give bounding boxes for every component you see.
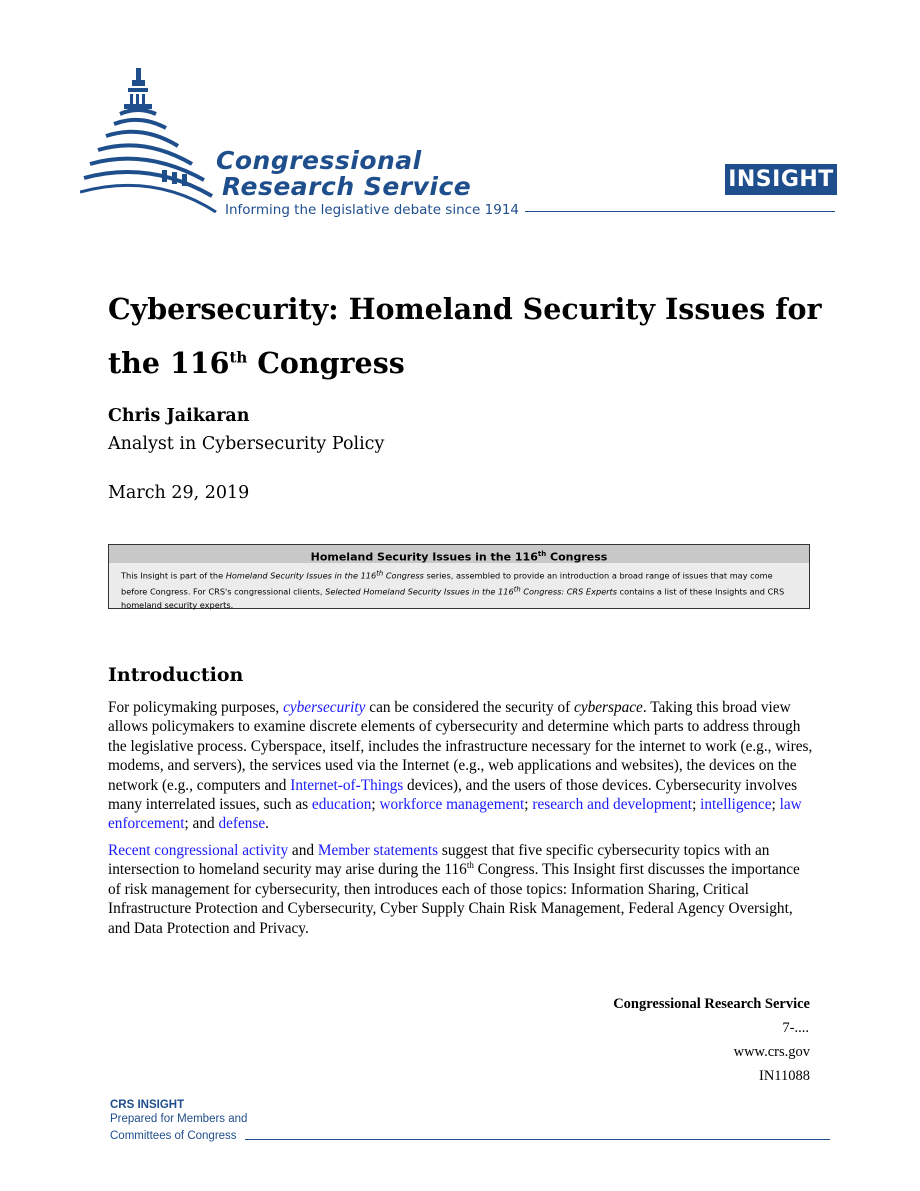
intro-paragraph-2: Recent congressional activity and Member statements suggest that five specific cybersecurity topics with an intersection to homeland security may arise during the 116th Congress. This Insight first discusses the importance of risk management for cybersecurity, then introduces each of those topics: Information Sharing, Critical Infrastructure Protection and Cybersecurity, Cyber Supply Chain Risk Management, Federal Agency Oversight, and Data Protection and Privacy. — [108, 842, 800, 937]
publication-date: March 29, 2019 — [108, 483, 250, 503]
section-heading-introduction: Introduction — [108, 664, 244, 686]
link-cybersecurity[interactable]: cybersecurity — [283, 699, 366, 716]
org-name-line1: Congressional — [216, 146, 422, 175]
page-title: Cybersecurity: Homeland Security Issues for the 116th Congress — [108, 292, 822, 380]
author-name: Chris Jaikaran — [108, 406, 250, 426]
intro-paragraph-1: For policymaking purposes, cybersecurity can be considered the security of cyberspace. Taking this broad view allows policymakers to examine discrete elements of cybersecurity and determine which parts to address through the legislative process. Cyberspace, itself, includes the infrastructure necessary for the internet to work (e.g., wires, modems, and servers), the services used via the Internet (e.g., web applications and websites), the devices on the network (e.g., computers and Internet-of-Things devices), and the users of those devices. Cybersecurity involves many interrelated issues, such as education; workforce management; research and development; intelligence; law enforcement; and defense. — [108, 699, 813, 833]
footer-label: CRS INSIGHT — [110, 1099, 185, 1111]
header-divider — [525, 211, 835, 212]
series-description: This Insight is part of the Homeland Security Issues in the 116th Congress series, assembled to provide an introduction a broad range of issues that may come before Congress. For CRS's congressional clients, Selected Homeland Security Issues in the 116th Congress: CRS Experts contains a list of these Insights and CRS homeland security experts. — [121, 569, 785, 611]
crs-insight-footer — [110, 1099, 247, 1145]
link-defense[interactable]: defense — [218, 815, 266, 833]
link-law-enforcement[interactable]: law enforcement — [108, 796, 802, 833]
link-member-statements[interactable]: Member statements — [317, 842, 439, 859]
crs-org-name: Congressional Research Service — [613, 996, 810, 1012]
footer-prepared-line2: Committees of Congress — [110, 1130, 237, 1142]
link-intelligence[interactable]: intelligence — [700, 796, 772, 814]
link-education[interactable]: education — [311, 796, 372, 814]
crs-website: www.crs.gov — [733, 1044, 810, 1060]
link-recent-congressional-activity[interactable]: Recent congressional activity — [108, 842, 289, 859]
series-heading: Homeland Security Issues in the 116th Congress — [109, 545, 809, 563]
author-role: Analyst in Cybersecurity Policy — [108, 434, 385, 454]
link-internet-of-things[interactable]: Internet-of-Things — [290, 776, 404, 794]
capitol-dome-icon — [80, 66, 230, 216]
org-name-line2: Research Service — [222, 172, 472, 201]
crs-contact-block — [613, 992, 810, 1088]
footer-divider — [245, 1139, 830, 1140]
link-research-and-development[interactable]: research and development — [532, 796, 693, 814]
tagline: Informing the legislative debate since 1914 — [225, 202, 520, 218]
insight-badge: INSIGHT — [725, 164, 837, 195]
link-workforce-management[interactable]: workforce management — [379, 796, 525, 814]
footer-prepared-line1: Prepared for Members and — [110, 1113, 248, 1125]
crs-phone: 7-.... — [782, 1020, 809, 1036]
series-info-box — [108, 544, 810, 609]
crs-logo — [80, 66, 540, 226]
document-id: IN11088 — [758, 1068, 810, 1084]
